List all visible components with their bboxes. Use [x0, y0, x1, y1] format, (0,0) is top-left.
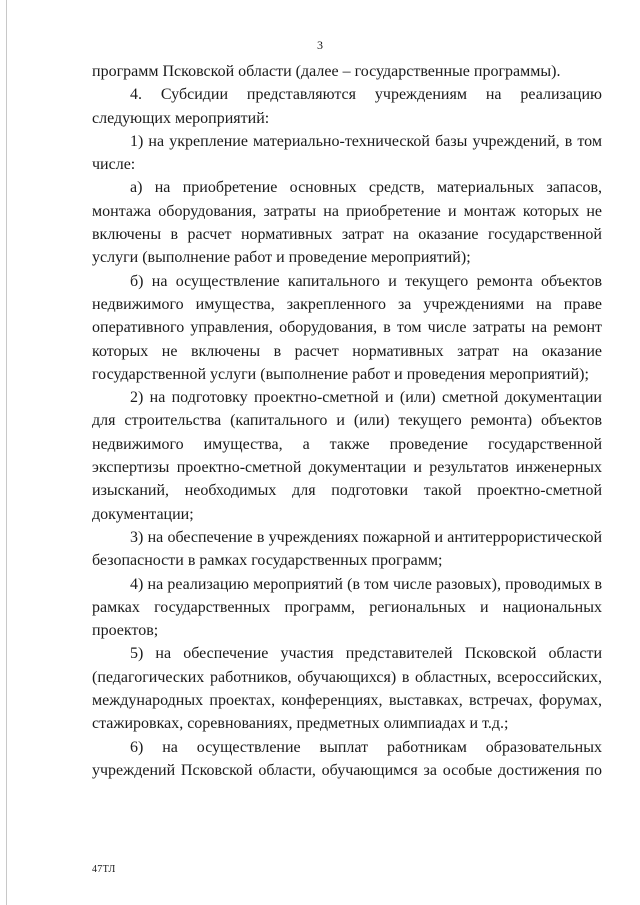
paragraph-item-1: 1) на укрепление материально-технической базы учреждений, в том числе:: [92, 132, 602, 174]
paragraph-item-5: 5) на обеспечение участия представителей Псковской области (педагогических работников, обучающихся) в областных, всероссийских, международных проектах, конференциях, выставках, встречах, форумах, стажировках, соревнованиях, предметных олимпиадах и т.д.;: [92, 645, 602, 733]
paragraph-item-6: 6) на осуществление выплат работникам образовательных учреждений Псковской области, обучающимся за особые достижения по: [92, 738, 602, 779]
page-number: 3: [317, 38, 323, 52]
paragraph-item-4: 4) на реализацию мероприятий (в том числе разовых), проводимых в рамках государственных программ, региональных и национальных проектов;: [92, 575, 602, 640]
scan-edge-line: [6, 0, 7, 905]
paragraph-item-1a: а) на приобретение основных средств, материальных запасов, монтажа оборудования, затраты на приобретение и монтаж которых не включены в расчет нормативных затрат на оказание государственной услуги (выполнение работ и проведение мероприятий);: [92, 179, 602, 267]
paragraph-item-1b: б) на осуществление капитального и текущего ремонта объектов недвижимого имущества, закрепленного за учреждениями на праве оперативного управления, оборудования, в том числе затраты на ремонт которых не включены в расчет нормативных затрат на оказание государственной услуги (выполнение работ и проведения мероприятий);: [92, 272, 602, 383]
paragraph-continuation: программ Псковской области (далее – государственные программы).: [92, 63, 561, 80]
paragraph-clause-4: 4. Субсидии представляются учреждениям на реализацию следующих мероприятий:: [92, 86, 602, 127]
document-body: [92, 60, 602, 782]
paragraph-item-2: 2) на подготовку проектно-сметной и (или) сметной документации для строительства (капитального и (или) текущего ремонта) объектов недвижимого имущества, а также проведение государственной экспертизы проектно-сметной документации и результатов инженерных изысканий, необходимых для подготовки такой проектно-сметной документации;: [92, 389, 602, 523]
document-footer-code: 47ТЛ: [92, 864, 116, 875]
paragraph-item-3: 3) на обеспечение в учреждениях пожарной и антитеррористической безопасности в рамках государственных программ;: [92, 528, 602, 570]
